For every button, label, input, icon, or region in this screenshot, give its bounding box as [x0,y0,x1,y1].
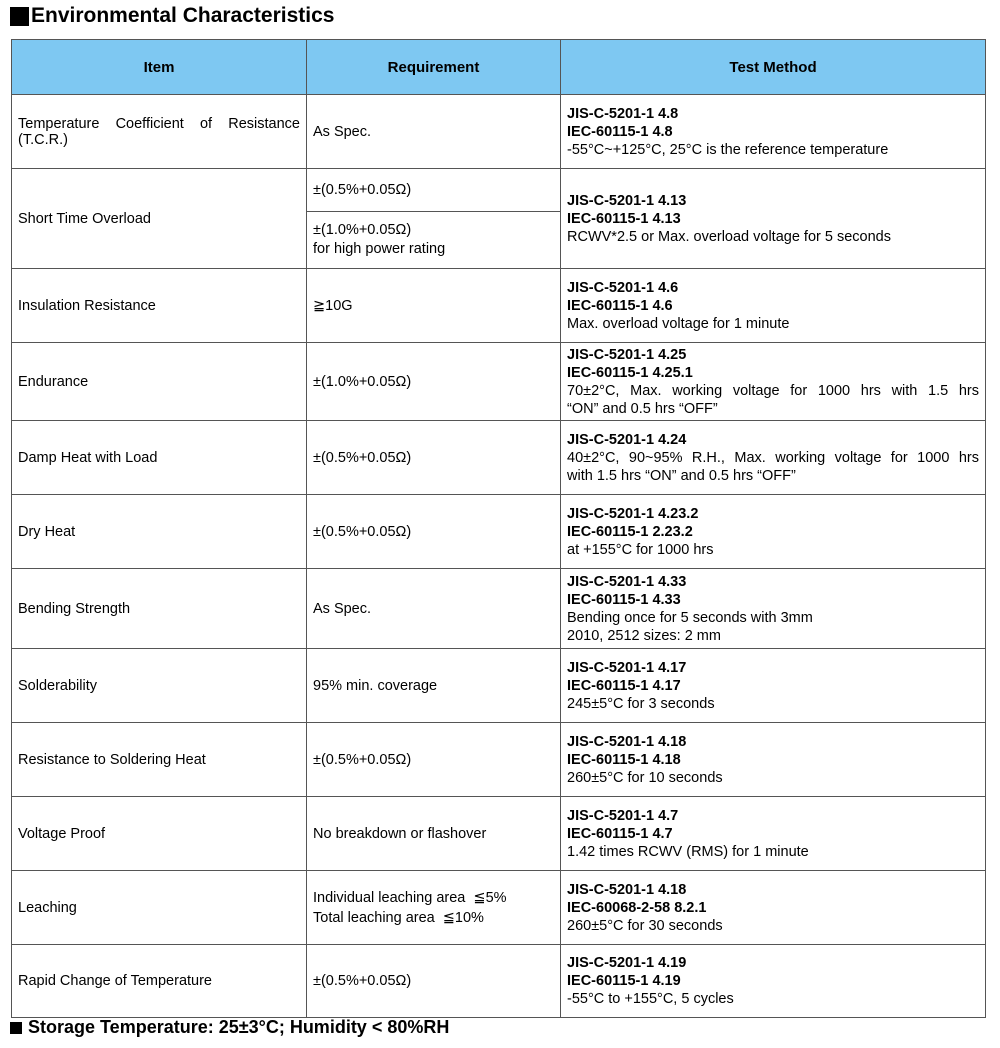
item-cell: Insulation Resistance [12,269,307,343]
table-row [12,797,986,871]
test-method-cell [561,723,986,797]
storage-note [10,1017,449,1038]
test-description: Bending once for 5 seconds with 3mm [567,609,813,626]
standard-iec: IEC-60115-1 2.23.2 [567,523,693,540]
standard-iec: IEC-60115-1 4.33 [567,591,681,608]
item-cell: Bending Strength [12,569,307,649]
test-method-cell [561,495,986,569]
test-description: 260±5°C for 10 seconds [567,769,723,786]
test-description: with 1.5 hrs “ON” and 0.5 hrs “OFF” [567,467,796,484]
test-description: 245±5°C for 3 seconds [567,695,715,712]
test-method-cell [561,169,986,269]
storage-note-text: Storage Temperature: 25±3°C; Humidity < 80%RH [28,1017,450,1037]
standard-jis: JIS-C-5201-1 4.13 [567,192,687,209]
test-description: 70±2°C, Max. working voltage for 1000 hrs with 1.5 hrs [567,382,979,399]
square-bullet-icon [10,1022,22,1034]
standard-jis: JIS-C-5201-1 4.33 [567,573,687,590]
table-row [12,495,986,569]
test-method-cell [561,569,986,649]
standard-iec: IEC-60115-1 4.7 [567,825,673,842]
requirement-cell: ±(1.0%+0.05Ω) [307,343,561,421]
test-method-cell [561,649,986,723]
header-item: Item [12,40,307,95]
test-description: 2010, 2512 sizes: 2 mm [567,627,721,644]
standard-iec: IEC-60115-1 4.19 [567,973,681,989]
test-description: 260±5°C for 30 seconds [567,917,723,934]
test-method-cell [561,797,986,871]
item-cell: Dry Heat [12,495,307,569]
test-method-cell [561,95,986,169]
table-row [12,569,986,649]
requirement-cell: As Spec. [307,95,561,169]
requirement-line: Total leaching area ≦10% [313,909,484,926]
requirement-cell: ±(0.5%+0.05Ω) [307,169,561,212]
standard-iec: IEC-60068-2-58 8.2.1 [567,899,707,916]
test-description: 1.42 times RCWV (RMS) for 1 minute [567,843,809,860]
item-cell: Temperature Coefficient of Resistance (T.C.R.) [12,95,307,169]
table-row [12,343,986,421]
standard-iec: IEC-60115-1 4.17 [567,677,681,694]
test-method-cell [561,945,986,1018]
page-title-text: Environmental Characteristics [31,4,335,27]
standard-jis: JIS-C-5201-1 4.6 [567,279,679,296]
requirement-cell [307,871,561,945]
standard-jis: JIS-C-5201-1 4.8 [567,105,679,122]
item-cell: Short Time Overload [12,169,307,269]
standard-jis: JIS-C-5201-1 4.17 [567,659,687,676]
requirement-cell: ≧10G [307,269,561,343]
standard-jis: JIS-C-5201-1 4.24 [567,431,687,448]
table-row [12,269,986,343]
environmental-characteristics-table [11,39,986,1018]
test-description: -55°C to +155°C, 5 cycles [567,991,734,1007]
standard-jis: JIS-C-5201-1 4.19 [567,955,687,971]
requirement-line: for high power rating [313,241,446,257]
requirement-cell: ±(0.5%+0.05Ω) [307,723,561,797]
table-row [12,169,986,212]
table-row [12,421,986,495]
table-row [12,95,986,169]
standard-jis: JIS-C-5201-1 4.25 [567,346,687,363]
page-title [10,4,334,28]
test-method-cell [561,871,986,945]
requirement-cell: ±(0.5%+0.05Ω) [307,945,561,1018]
item-cell: Voltage Proof [12,797,307,871]
test-description: -55°C~+125°C, 25°C is the reference temperature [567,141,889,158]
standard-iec: IEC-60115-1 4.8 [567,123,673,140]
standard-jis: JIS-C-5201-1 4.7 [567,807,679,824]
test-method-cell [561,343,986,421]
test-method-cell [561,421,986,495]
standard-iec: IEC-60115-1 4.18 [567,751,681,768]
item-cell: Solderability [12,649,307,723]
standard-iec: IEC-60115-1 4.6 [567,297,673,314]
requirement-cell: ±(0.5%+0.05Ω) [307,495,561,569]
standard-iec: IEC-60115-1 4.13 [567,210,681,227]
requirement-cell-high-power [307,212,561,269]
table-row [12,945,986,1018]
item-cell: Resistance to Soldering Heat [12,723,307,797]
table-row [12,649,986,723]
requirement-line: ±(1.0%+0.05Ω) [313,222,412,238]
item-cell: Rapid Change of Temperature [12,945,307,1018]
item-cell: Leaching [12,871,307,945]
header-requirement: Requirement [307,40,561,95]
standard-iec: IEC-60115-1 4.25.1 [567,364,693,381]
test-description: RCWV*2.5 or Max. overload voltage for 5 seconds [567,228,891,245]
table-row [12,723,986,797]
requirement-cell: No breakdown or flashover [307,797,561,871]
item-cell: Endurance [12,343,307,421]
requirement-cell: As Spec. [307,569,561,649]
test-method-cell [561,269,986,343]
table-row [12,871,986,945]
square-bullet-icon [10,7,29,26]
test-description: at +155°C for 1000 hrs [567,541,714,558]
item-cell: Damp Heat with Load [12,421,307,495]
requirement-line: Individual leaching area ≦5% [313,889,507,906]
standard-jis: JIS-C-5201-1 4.18 [567,733,687,750]
requirement-cell: ±(0.5%+0.05Ω) [307,421,561,495]
test-description: 40±2°C, 90~95% R.H., Max. working voltage for 1000 hrs [567,449,979,466]
test-description: “ON” and 0.5 hrs “OFF” [567,400,718,417]
standard-jis: JIS-C-5201-1 4.18 [567,881,687,898]
header-test-method: Test Method [561,40,986,95]
requirement-cell: 95% min. coverage [307,649,561,723]
table-header-row [12,40,986,95]
test-description: Max. overload voltage for 1 minute [567,315,790,332]
standard-jis: JIS-C-5201-1 4.23.2 [567,505,699,522]
